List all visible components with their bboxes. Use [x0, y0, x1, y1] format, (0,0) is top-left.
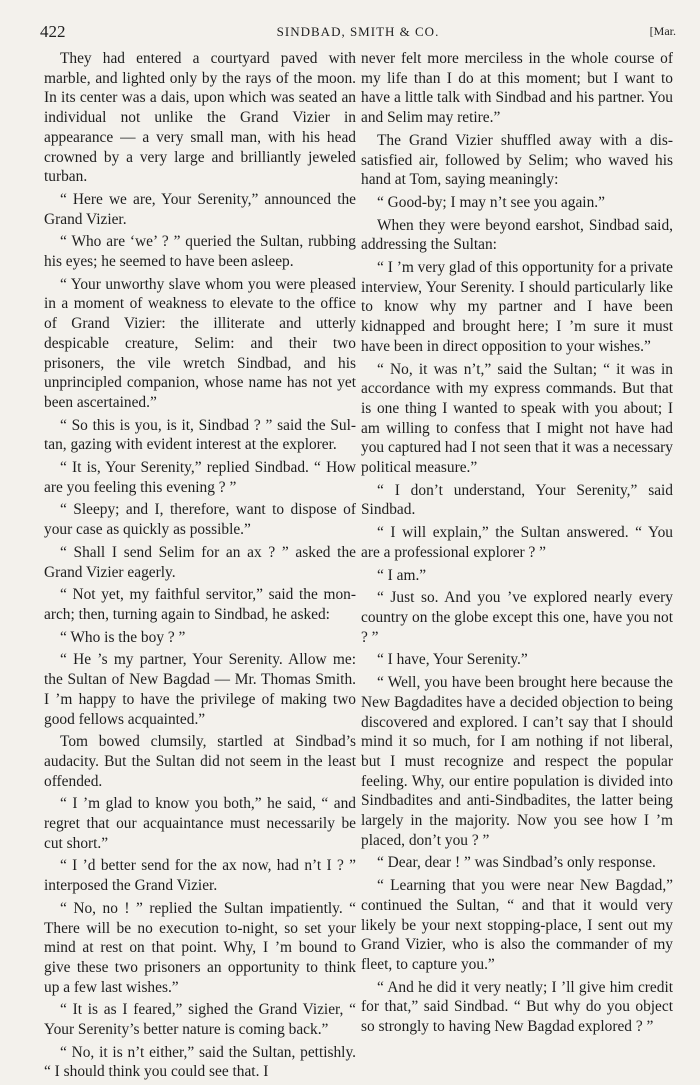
- page-header: [40, 22, 676, 42]
- paragraph: “ Shall I send Selim for an ax ? ” asked the Grand Vizier eagerly.: [44, 543, 356, 581]
- paragraph: “ Sleepy; and I, therefore, want to dispose of your case as quickly as possible.”: [44, 501, 356, 539]
- paragraph: “ I will explain,” the Sultan answered. “ You are a professional explorer ? ”: [361, 524, 673, 561]
- paragraph: “ No, it was n’t,” said the Sultan; “ it was in accordance with my express commands. But that is one thing I wanted to speak with you about; I am willing to confess that I might not have had you captured had I not seen that it was a necessary political measure.”: [361, 360, 673, 477]
- paragraph: “ I don’t understand, Your Serenity,” said Sindbad.: [361, 481, 673, 519]
- left-column: [44, 49, 356, 1085]
- paragraph: “ No, it is n’t either,” said the Sultan, pettishly. “ I should think you could see that. I: [44, 1043, 356, 1081]
- paragraph: “ And he did it very neatly; I ’ll give him credit for that,” said Sindbad. “ But why do you object so strongly to having New Bagdad explored ? ”: [361, 978, 673, 1036]
- paragraph: “ Not yet, my faithful servitor,” said the monarch; then, turning again to Sindbad, he asked:: [44, 586, 356, 623]
- paragraph: “ Learning that you were near New Bagdad,” continued the Sultan, “ and that it would very likely be your next stopping-place, I sent out my Grand Vizier, who is also the commander of my fleet, to capture you.”: [361, 877, 673, 973]
- paragraph: “ Well, you have been brought here because the New Bagdadites have a decided objection to being discovered and explored. I can’t say that I should mind it so much, for I am nothing if not liberal, but I must recognize and respect the popular feeling. Why, our entire population is divided into Sindbadites and anti-Sindbadites, the latter being largely in the majority. Now you see how I ’m placed, don’t you ? ”: [361, 674, 673, 849]
- paragraph: “ No, no ! ” replied the Sultan impatiently. “ There will be no execution to-night, so set your mind at rest on that point. Why, I ’m bound to give these two prisoners an opportunity to think up a few last wishes.”: [44, 899, 356, 996]
- paragraph: “ He ’s my partner, Your Serenity. Allow me: the Sultan of New Bagdad — Mr. Thomas Smith. I ’m happy to have the privilege of making two good fellows acquainted.”: [44, 651, 356, 728]
- paragraph: “ It is as I feared,” sighed the Grand Vizier, “ Your Serenity’s better nature is coming back.”: [44, 1001, 356, 1039]
- issue-month: [Mar.: [649, 24, 676, 38]
- right-column: [361, 49, 673, 1040]
- paragraph-continued: never felt more merciless in the whole course of my life than I do at this moment; but I want to have a little talk with Sindbad and his partner. You and Selim may retire.”: [361, 50, 673, 127]
- paragraph: The Grand Vizier shuffled away with a dissatisfied air, followed by Selim; who waved his hand at Tom, saying meaningly:: [361, 131, 673, 189]
- paragraph: When they were beyond earshot, Sindbad said, addressing the Sultan:: [361, 216, 673, 254]
- paragraph: “ Who are ‘we’ ? ” queried the Sultan, rubbing his eyes; he seemed to have been asleep.: [44, 233, 356, 271]
- paragraph: “ Just so. And you ’ve explored nearly every country on the globe except this one, have you not ? ”: [361, 589, 673, 646]
- paragraph: “ Dear, dear ! ” was Sindbad’s only response.: [377, 854, 656, 872]
- paragraph: They had entered a courtyard paved with marble, and lighted only by the rays of the moon. In its center was a dais, upon which was seated an individual not unlike the Grand Vizier in appearance — a very small man, with his head crowned by a very large and brilliantly jeweled turban.: [44, 50, 356, 186]
- paragraph: “ It is, Your Serenity,” replied Sindbad. “ How are you feeling this evening ? ”: [44, 459, 356, 496]
- paragraph: “ I ’m glad to know you both,” he said, “ and regret that our acquaintance must necessarily be cut short.”: [44, 795, 356, 852]
- paragraph: “ I am.”: [377, 566, 427, 584]
- running-title: SINDBAD, SMITH & CO.: [276, 24, 440, 39]
- paragraph: “ So this is you, is it, Sindbad ? ” said the Sultan, gazing with evident interest at the explorer.: [44, 416, 356, 454]
- paragraph: Tom bowed clumsily, startled at Sindbad’s audacity. But the Sultan did not seem in the least offended.: [44, 733, 356, 790]
- paragraph: “ I ’m very glad of this opportunity for a private interview, Your Serenity. I should particularly like to know why my partner and I have been kidnapped and brought here; I ’m sure it must have been in direct opposition to your wishes.”: [361, 259, 673, 355]
- paragraph: “ Good-by; I may n’t see you again.”: [377, 193, 605, 211]
- page-number: 422: [40, 22, 66, 41]
- paragraph: “ Who is the boy ? ”: [60, 628, 186, 646]
- paragraph: “ I have, Your Serenity.”: [377, 651, 528, 669]
- paragraph: “ Here we are, Your Serenity,” announced the Grand Vizier.: [44, 190, 356, 228]
- paragraph: “ Your unworthy slave whom you were pleased in a moment of weakness to elevate to the office of Grand Vizier: the illiterate and utterly despicable creature, Selim: and their two prisoners, the vile wretch Sindbad, and his unprincipled companion, whose name has not yet been ascertained.”: [44, 275, 356, 411]
- paragraph: “ I ’d better send for the ax now, had n’t I ? ” interposed the Grand Vizier.: [44, 857, 356, 895]
